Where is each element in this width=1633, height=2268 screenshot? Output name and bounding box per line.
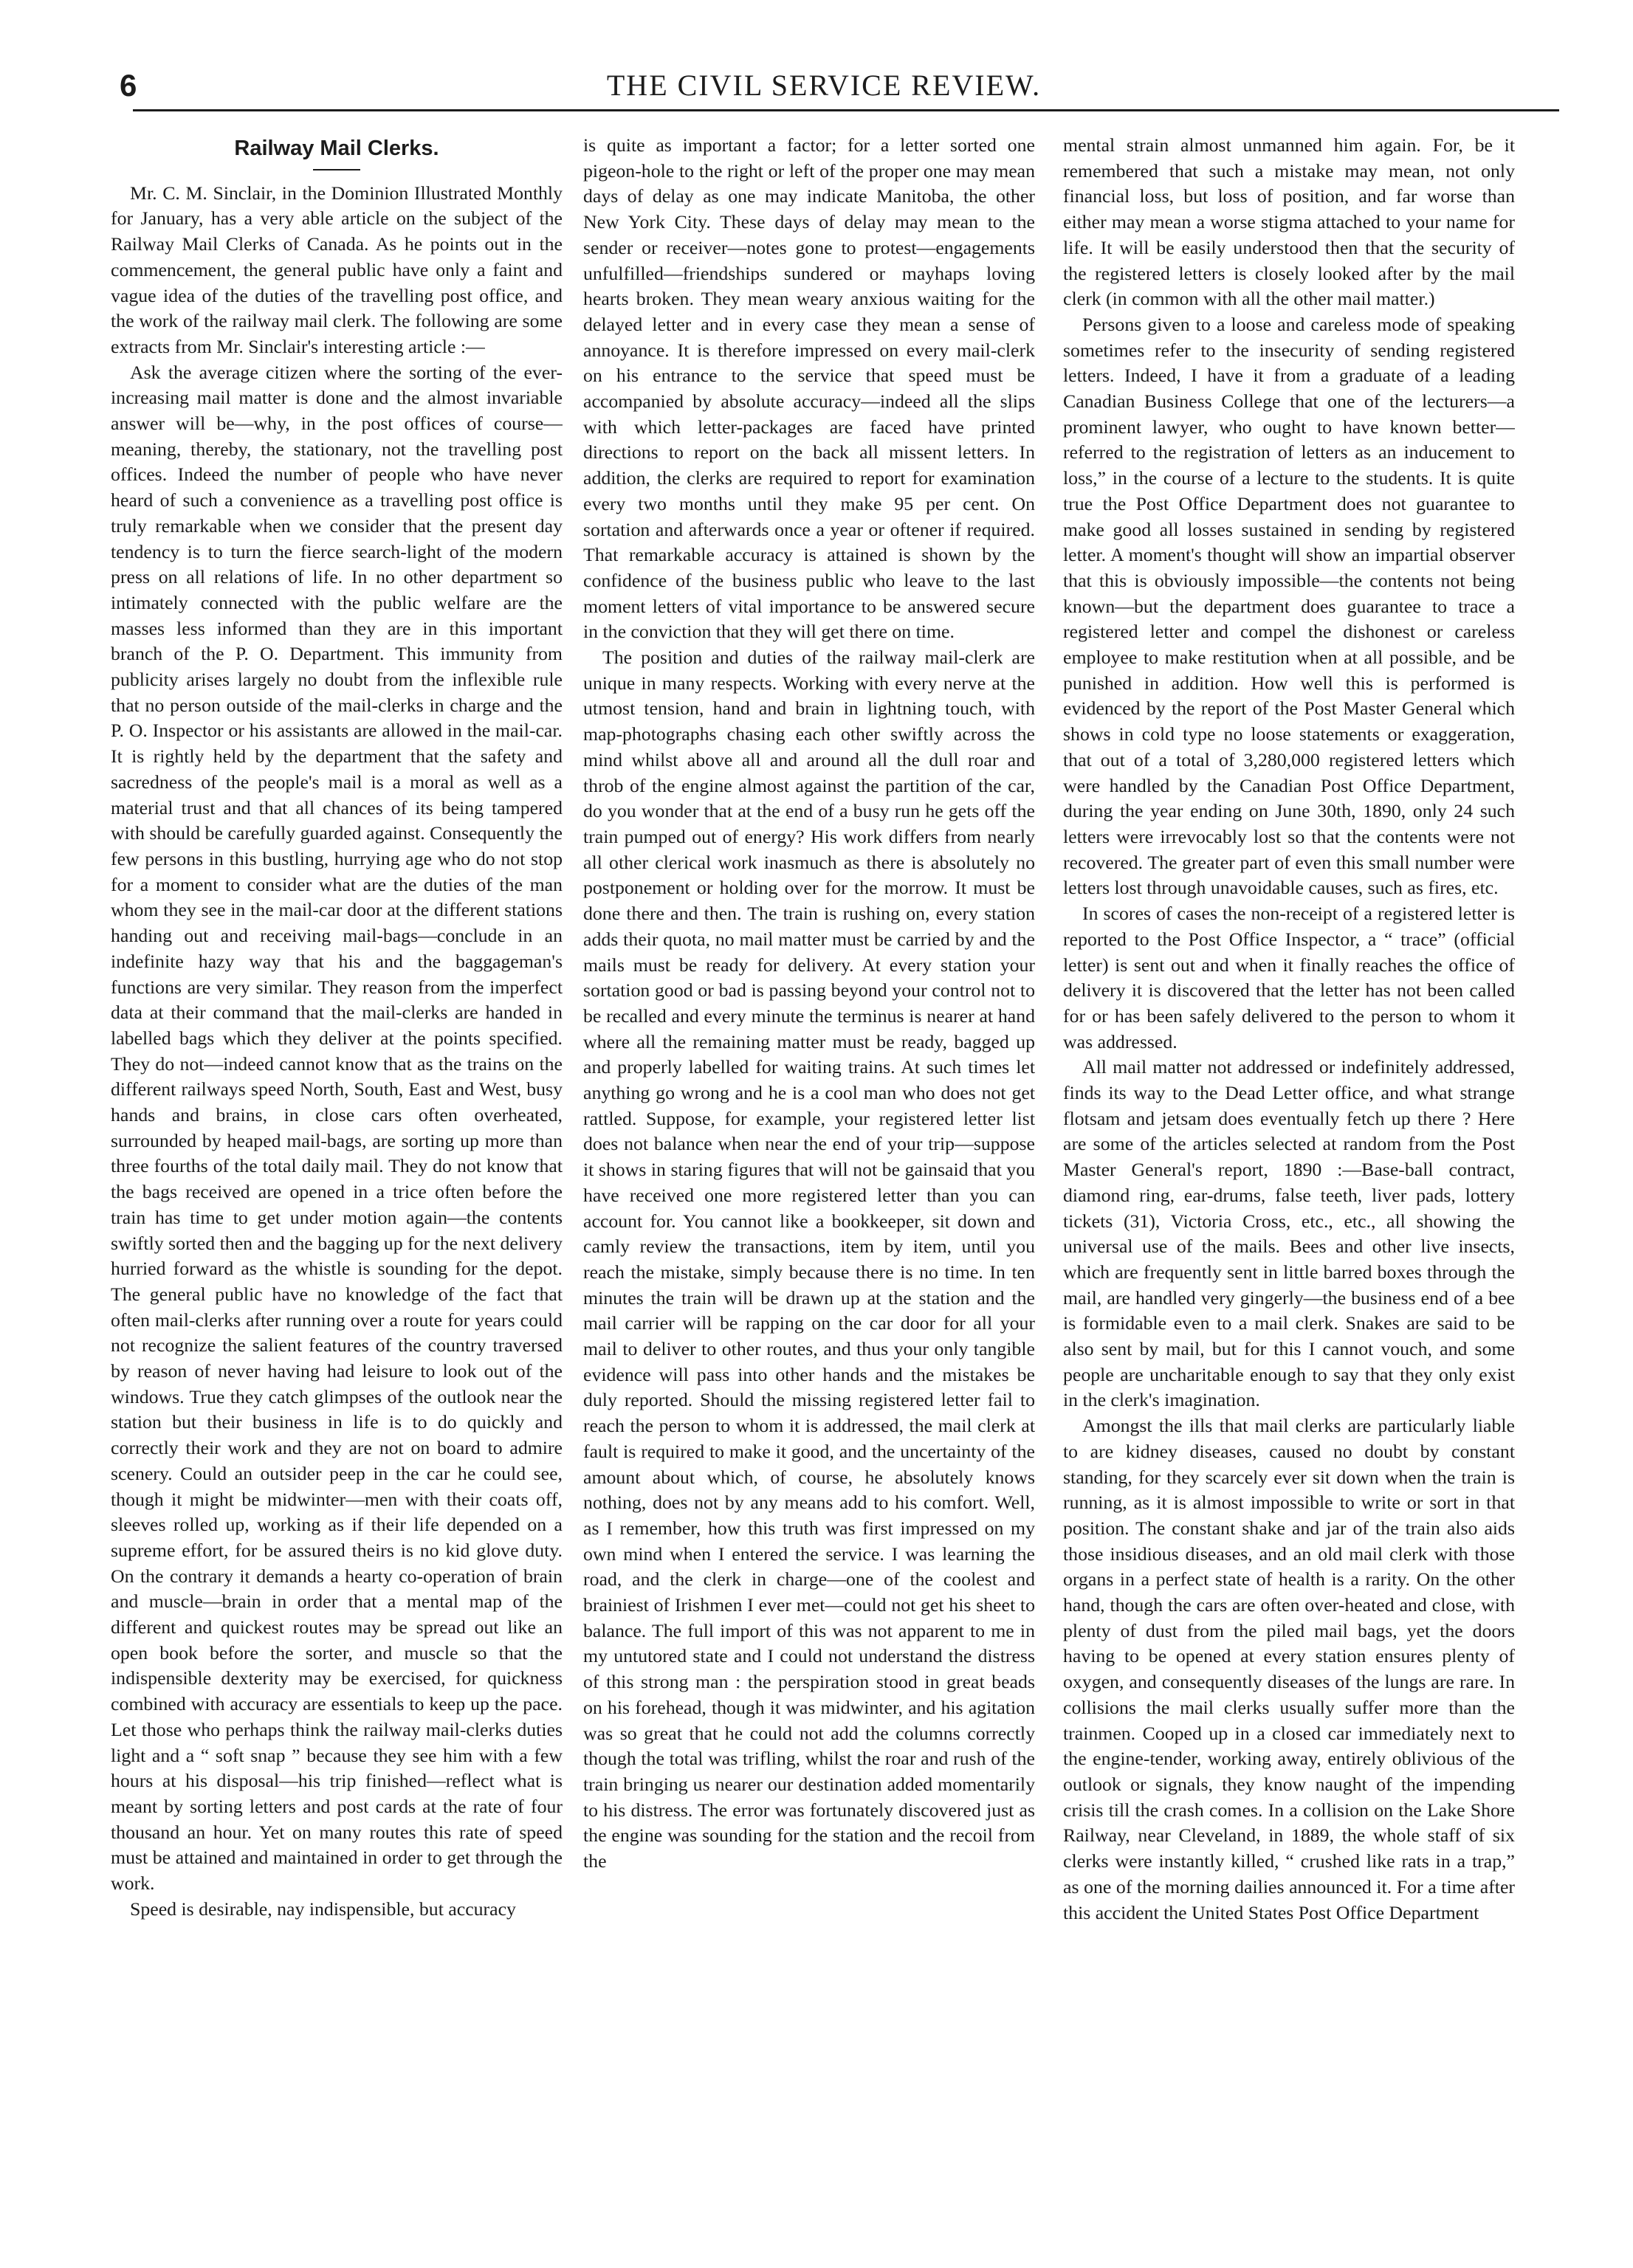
article-title: Railway Mail Clerks. xyxy=(234,137,439,160)
paragraph: mental strain almost unmanned him again. For, be it remembered that such a mistake may mean, not only financial loss, but loss of position, and far worse than either may mean a worse stigma attached to your name for life. It will be easily understood then that the security of the registered letters is closely looked after by the mail clerk (in common with all the other mail matter.) xyxy=(1063,134,1515,310)
paragraph: is quite as important a factor; for a letter sorted one pigeon-hole to the right or left of the proper one may mean days of delay as one may indicate Manitoba, the other New York City. These days of delay may mean to the sender or receiver—notes gone to protest—engagements unfulfilled—friendships sundered or mayhaps loving hearts broken. They mean weary anxious waiting for the delayed letter and in every case they mean a sense of annoyance. It is therefore impressed on every mail-clerk on his entrance to the service that speed must be accompanied by absolute accuracy—indeed all the slips with which letter-packages are faced have printed directions to report on the back all missent letters. In addition, the clerks are required to report for examination every two months until they make 95 per cent. On sortation and afterwards once a year or oftener if required. That remarkable accuracy is attained is shown by the confidence of the business public who leave to the last moment letters of vital importance to be answered secure in the conviction that they will get there on time. xyxy=(583,134,1035,643)
page-number: 6 xyxy=(120,68,137,103)
paragraph: In scores of cases the non-receipt of a registered letter is reported to the Post Office Inspector, a “ trace” (official letter) is sent out and when it finally reaches the office of delivery it is discovered that the letter has not been called for or has been safely delivered to the person to whom it was addressed. xyxy=(1063,903,1515,1052)
column-3 xyxy=(1063,133,1515,2199)
page-header xyxy=(89,66,1559,114)
paragraph: Speed is desirable, nay indispensible, but accuracy xyxy=(130,1898,516,1920)
paragraph: All mail matter not addressed or indefinitely addressed, finds its way to the Dead Letter office, and what strange flotsam and jetsam does eventually fetch up there ? Here are some of the articles selected at random from the Post Master General's report, 1890 :—Base-ball contract, diamond ring, ear-drums, false teeth, liver pads, lottery tickets (31), Victoria Cross, etc., etc., all showing the universal use of the mails. Bees and other live insects, which are frequently sent in little barred boxes through the mail, are handled very gingerly—the business end of a bee is formidable even to a mail clerk. Snakes are said to be also sent by mail, but for this I cannot vouch, and some people are uncharitable enough to say that they only exist in the clerk's imagination. xyxy=(1063,1056,1515,1411)
header-rule xyxy=(133,109,1559,111)
paragraph: Persons given to a loose and careless mode of speaking sometimes refer to the insecurity of sending registered letters. Indeed, I have it from a graduate of a leading Canadian Business College that one of the lecturers—a prominent lawyer, who ought to have known better—referred to the registration of letters as an inducement to loss,” in the course of a lecture to the students. It is quite true the Post Office Department does not guarantee to make good all losses sustained in sending by registered letter. A moment's thought will show an impartial observer that this is obviously impossible—the contents not being known—but the department does guarantee to trace a registered letter and compel the dishonest or careless employee to make restitution when at all possible, and be punished in addition. How well this is performed is evidenced by the report of the Post Master General which shows in cold type no loose statements or exaggeration, that out of a total of 3,280,000 registered letters which were handled by the Canadian Post Office Department, during the year ending on June 30th, 1890, only 24 such letters were irrevocably lost so that the contents were not recovered. The greater part of even this small number were letters lost through unavoidable causes, such as fires, etc. xyxy=(1063,313,1515,899)
running-title: THE CIVIL SERVICE REVIEW. xyxy=(606,69,1042,102)
title-rule xyxy=(313,169,360,170)
article-body xyxy=(111,133,1536,2199)
column-2 xyxy=(583,133,1035,2199)
paragraph: Ask the average citizen where the sorting of the ever-increasing mail matter is done and the almost invariable answer will be—why, in the post offices of course—meaning, thereby, the stationary, not the travelling post offices. Indeed the number of people who have never heard of such a convenience as a travelling post office is truly remarkable when we consider that the present day tendency is to turn the fierce search-light of the modern press on all relations of life. In no other department so intimately connected with the public welfare are the masses less informed than they are in this important branch of the P. O. Department. This immunity from publicity arises largely no doubt from the inflexible rule that no person outside of the mail-clerks in charge and the P. O. Inspector or his assistants are allowed in the mail-car. It is rightly held by the department that the safety and sacredness of the people's mail is a moral as well as a material trust and that all chances of its being tampered with should be carefully guarded against. Consequently the few persons in this bustling, hurrying age who do not stop for a moment to consider what are the duties of the man whom they see in the mail-car door at the different stations handing out and receiving mail-bags—conclude in an indefinite hazy way that his and the baggageman's functions are very similar. They reason from the imperfect data at their command that the mail-clerks are handed in labelled bags which they deliver at the points specified. They do not—indeed cannot know that as the trains on the different railways speed North, South, East and West, busy hands and brains, in close cars often overheated, surrounded by heaped mail-bags, are sorting up more than three fourths of the total daily mail. They do not know that the bags received are opened in a trice often before the train has time to get under motion again—the contents swiftly sorted then and the bagging up for the next delivery hurried forward as the whistle is sounding for the depot. The general public have no knowledge of the fact that often mail-clerks after running over a route for years could not recognize the salient features of the country traversed by reason of never having had leisure to look out of the windows. True they catch glimpses of the outlook near the station but their business in life is to do quickly and correctly their work and they are not on board to admire scenery. Could an outsider peep in the car he could see, though it might be midwinter—men with their coats off, sleeves rolled up, working as if their life depended on a supreme effort, for be assured theirs is no kid glove duty. On the contrary it demands a hearty co-operation of brain and muscle—brain in order that a mental map of the different and quickest routes may be spread out like an open book before the sorter, and muscle so that the indispensible dexterity may be exercised, for quickness combined with accuracy are essentials to keep up the pace. Let those who perhaps think the railway mail-clerks duties light and a “ soft snap ” because they see him with a few hours at his disposal—his trip finished—reflect what is meant by sorting letters and post cards at the rate of four thousand an hour. Yet on many routes this rate of speed must be attained and maintained in order to get through the work. xyxy=(111,361,563,1895)
paragraph: The position and duties of the railway mail-clerk are unique in many respects. Working with every nerve at the utmost tension, hand and brain in lightning touch, with map-photographs chasing each other swiftly across the mind whilst above all and around all the dull roar and throb of the engine almost against the partition of the car, do you wonder that at the end of a busy run he gets off the train pumped out of energy? His work differs from nearly all other clerical work inasmuch as there is absolutely no postponement or holding over for the morrow. It must be done there and then. The train is rushing on, every station adds their quota, no mail matter must be carried by and the mails must be ready for delivery. At every station your sortation good or bad is passing beyond your control not to be recalled and every minute the terminus is nearer at hand where all the remaining matter must be ready, bagged up and properly labelled for waiting trains. At such times let anything go wrong and he is a cool man who does not get rattled. Suppose, for example, your registered letter list does not balance when near the end of your trip—suppose it shows in staring figures that will not be gainsaid that you have received one more registered letter than you can account for. You cannot like a bookkeeper, sit down and camly review the transactions, item by item, until you reach the mistake, simply because there is no time. In ten minutes the train will be drawn up at the station and the mail carrier will be rapping on the car door for all your mail to deliver to other routes, and thus your only tangible evidence will pass into other hands and the mistakes be duly reported. Should the missing registered letter fail to reach the person to whom it is addressed, the mail clerk at fault is required to make it good, and the uncertainty of the amount about which, of course, he absolutely knows nothing, does not by any means add to his comfort. Well, as I remember, how this truth was first impressed on my own mind when I entered the service. I was learning the road, and the clerk in charge—one of the coolest and brainiest of Irishmen I ever met—could not get his sheet to balance. The full import of this was not apparent to me in my untutored state and I could not understand the distress of this strong man : the perspiration stood in great beads on his forehead, though it was midwinter, and his agitation was so great that he could not add the columns correctly though the total was trifling, whilst the roar and rush of the train bringing us nearer our destination added momentarily to his distress. The error was fortunately discovered just as the engine was sounding for the station and the recoil from the xyxy=(583,647,1035,1872)
column-1 xyxy=(111,133,563,2199)
paragraph: Amongst the ills that mail clerks are particularly liable to are kidney diseases, caused no doubt by constant standing, for they scarcely ever sit down when the train is running, as it is almost impossible to write or sort in that position. The constant shake and jar of the train also aids those insidious diseases, and an old mail clerk with those organs in a perfect state of health is a rarity. On the other hand, though the cars are often over-heated and close, with plenty of dust from the piled mail bags, yet the doors having to be opened at every station ensures plenty of oxygen, and consequently diseases of the lungs are rare. In collisions the mail clerks usually suffer more than the trainmen. Cooped up in a closed car immediately next to the engine-tender, working away, entirely oblivious of the outlook or signals, they know naught of the impending crisis till the crash comes. In a collision on the Lake Shore Railway, near Cleveland, in 1889, the whole staff of six clerks were instantly killed, “ crushed like rats in a trap,” as one of the morning dailies announced it. For a time after this accident the United States Post Office Department xyxy=(1063,1415,1515,1923)
paragraph: Mr. C. M. Sinclair, in the Dominion Illustrated Monthly for January, has a very able article on the subject of the Railway Mail Clerks of Canada. As he points out in the commencement, the general public have only a faint and vague idea of the duties of the travelling post office, and the work of the railway mail clerk. The following are some extracts from Mr. Sinclair's interesting article :— xyxy=(111,182,563,357)
